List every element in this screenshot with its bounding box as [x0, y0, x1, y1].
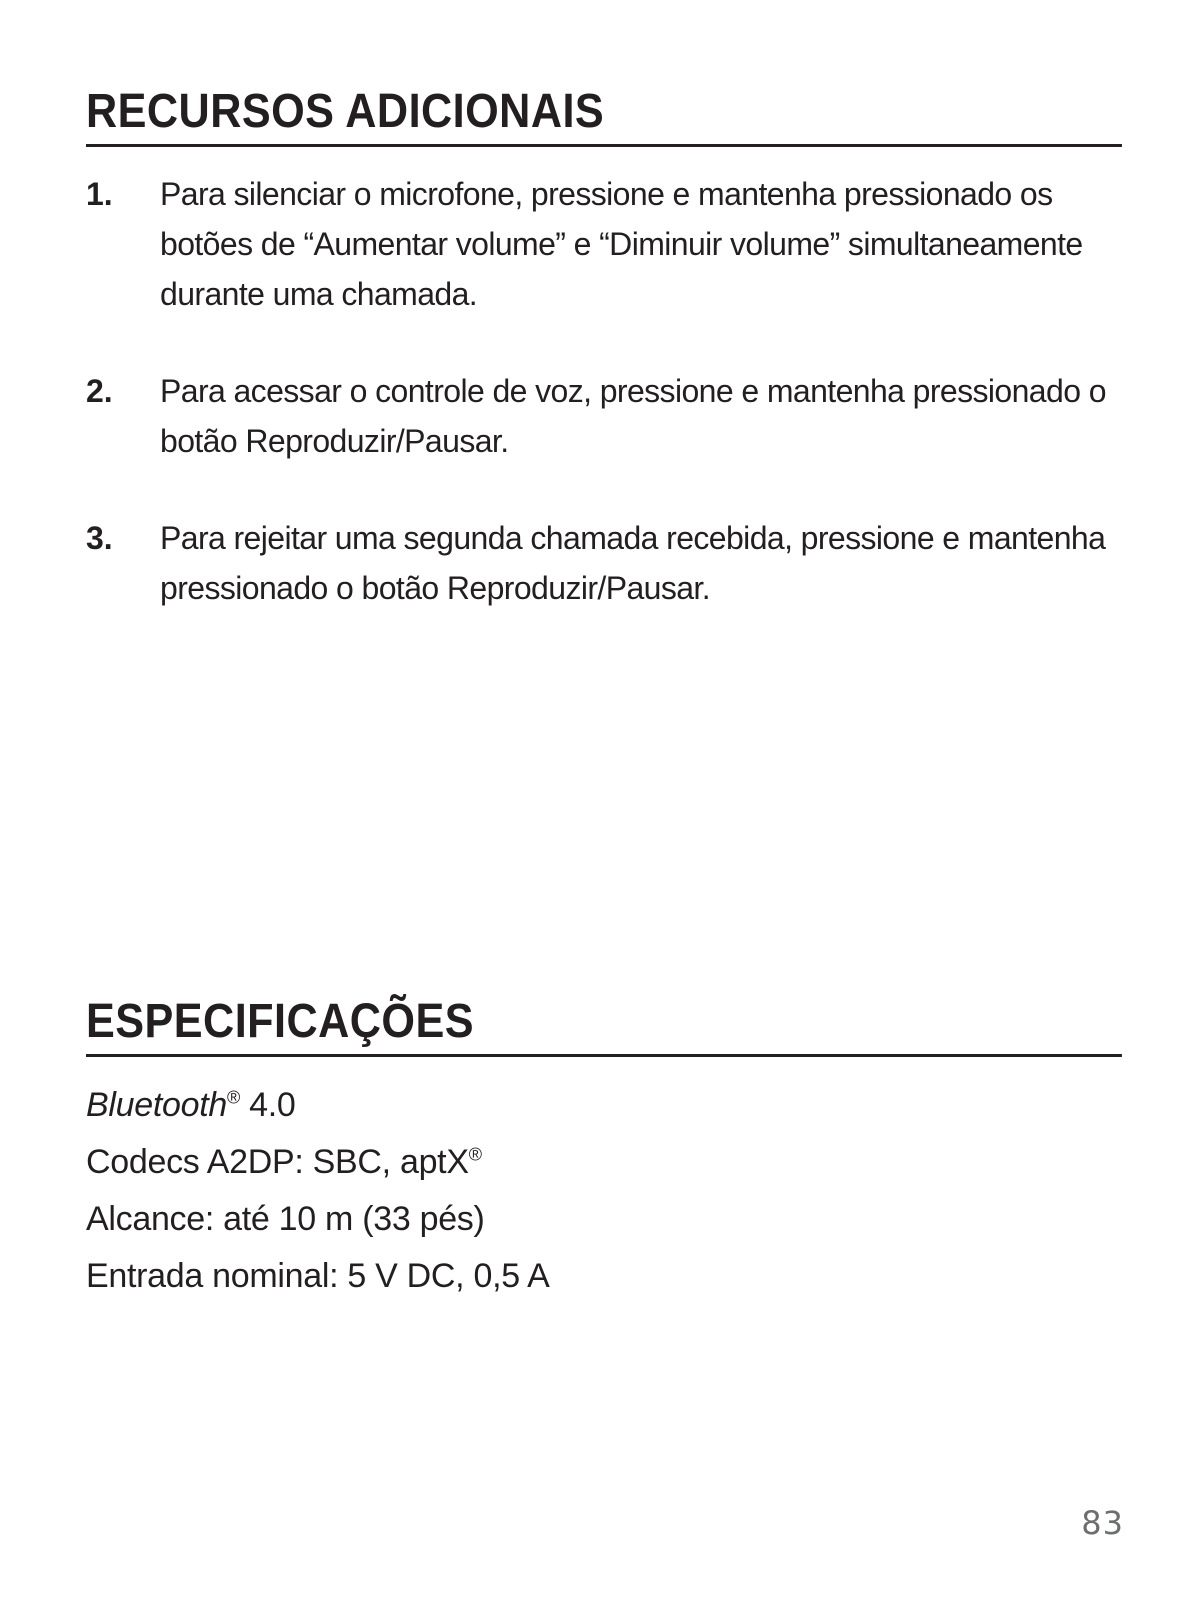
bluetooth-name: Bluetooth	[86, 1086, 227, 1124]
registered-mark: ®	[468, 1144, 482, 1165]
spec-input: Entrada nominal: 5 V DC, 0,5 A	[86, 1257, 550, 1295]
steps-list	[86, 169, 1122, 613]
step-text: Para rejeitar uma segunda chamada recebida, pressione e mantenha pressionado o botão Reproduzir/Pausar.	[160, 520, 1106, 606]
spec-bluetooth	[86, 1077, 1122, 1134]
codecs-text: Codecs A2DP: SBC, aptX	[86, 1143, 469, 1181]
step-number: 1.	[86, 176, 113, 212]
step-text: Para silenciar o microfone, pressione e mantenha pressionado os botões de “Aumentar volume” e “Diminuir volume” simultaneamente durante uma chamada.	[160, 176, 1083, 312]
step-item	[86, 513, 1122, 613]
step-number: 3.	[86, 520, 113, 556]
step-item	[86, 366, 1122, 466]
especificacoes-heading: ESPECIFICAÇÕES	[86, 994, 1122, 1057]
step-text: Para acessar o controle de voz, pressione e mantenha pressionado o botão Reproduzir/Pausar.	[160, 373, 1106, 459]
recursos-adicionais-section	[86, 84, 1122, 660]
registered-mark: ®	[226, 1087, 240, 1108]
page-number: 83	[1081, 1504, 1124, 1542]
specs-list	[86, 1077, 1122, 1305]
step-number: 2.	[86, 373, 113, 409]
spec-codecs	[86, 1134, 1122, 1191]
spec-range: Alcance: até 10 m (33 pés)	[86, 1200, 485, 1238]
especificacoes-section	[86, 994, 1122, 1305]
recursos-adicionais-heading: RECURSOS ADICIONAIS	[86, 84, 1122, 147]
bluetooth-version: 4.0	[239, 1086, 296, 1124]
step-item	[86, 169, 1122, 319]
